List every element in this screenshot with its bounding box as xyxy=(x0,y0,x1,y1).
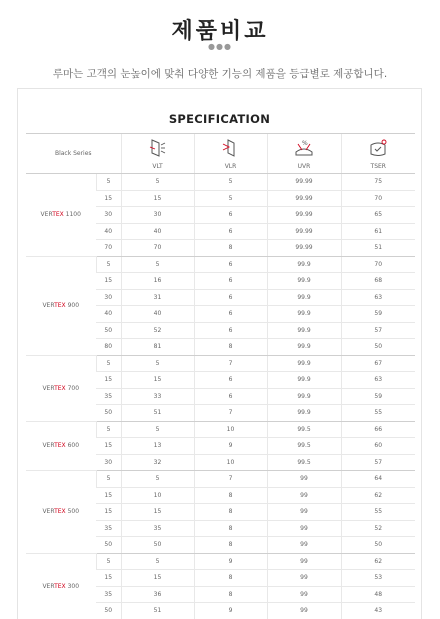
tser-value: 50 xyxy=(341,537,415,554)
col-vlt xyxy=(121,134,194,174)
sub-grade: 50 xyxy=(96,537,121,554)
sub-grade: 15 xyxy=(96,438,121,455)
vlr-value: 6 xyxy=(194,256,267,273)
table-row xyxy=(26,174,415,191)
table-row xyxy=(26,355,415,372)
uvr-value: 99.9 xyxy=(267,405,341,422)
uvr-value: 99 xyxy=(267,520,341,537)
tser-value: 67 xyxy=(341,355,415,372)
uvr-value: 99 xyxy=(267,504,341,521)
vlt-value: 10 xyxy=(121,487,194,504)
vlt-value: 5 xyxy=(121,355,194,372)
table-row xyxy=(26,256,415,273)
tser-value: 51 xyxy=(341,240,415,257)
col-tser-label: TSER xyxy=(370,163,386,170)
series-name-prefix: VER xyxy=(42,442,55,450)
vlt-value: 51 xyxy=(121,405,194,422)
vlt-value: 13 xyxy=(121,438,194,455)
tser-value: 60 xyxy=(341,438,415,455)
uvr-value: 99.9 xyxy=(267,322,341,339)
table-row xyxy=(26,553,415,570)
uvr-value: 99.5 xyxy=(267,421,341,438)
sub-grade: 40 xyxy=(96,223,121,240)
vlt-value: 35 xyxy=(121,520,194,537)
uvr-value: 99.99 xyxy=(267,240,341,257)
sub-grade: 70 xyxy=(96,240,121,257)
table-row xyxy=(26,471,415,488)
series-name-accent: TEX xyxy=(54,508,66,516)
vlr-value: 6 xyxy=(194,372,267,389)
vlr-value: 6 xyxy=(194,322,267,339)
series-name-prefix: VER xyxy=(42,508,55,516)
uvr-value: 99 xyxy=(267,471,341,488)
tser-value: 63 xyxy=(341,289,415,306)
vlt-value: 5 xyxy=(121,553,194,570)
sub-grade: 30 xyxy=(96,207,121,224)
col-vlt-label: VLT xyxy=(152,163,163,170)
series-name-prefix: VER xyxy=(42,302,55,309)
table-row xyxy=(26,421,415,438)
sub-grade: 35 xyxy=(96,586,121,603)
series-name-num: 300 xyxy=(65,582,80,590)
sub-grade: 15 xyxy=(96,190,121,207)
vlt-value: 51 xyxy=(121,603,194,619)
uvr-value: 99.5 xyxy=(267,454,341,471)
tser-value: 59 xyxy=(341,306,415,323)
series-name xyxy=(26,553,96,619)
spec-panel xyxy=(17,88,422,619)
title-dots: ●●● xyxy=(208,42,232,51)
spec-heading: SPECIFICATION xyxy=(168,112,271,126)
uvr-value: 99.9 xyxy=(267,306,341,323)
vlr-value: 6 xyxy=(194,306,267,323)
tser-value: 68 xyxy=(341,273,415,290)
uvr-value: 99.9 xyxy=(267,256,341,273)
tser-value: 65 xyxy=(341,207,415,224)
vlr-value: 8 xyxy=(194,487,267,504)
tser-value: 53 xyxy=(341,570,415,587)
sub-grade: 15 xyxy=(96,487,121,504)
series-name-prefix: VER xyxy=(42,582,55,590)
series-name xyxy=(26,421,96,471)
page-title: 제품비교 xyxy=(171,19,269,44)
sub-grade: 35 xyxy=(96,388,121,405)
tser-value: 64 xyxy=(341,471,415,488)
uvr-value: 99 xyxy=(267,570,341,587)
vlt-value: 5 xyxy=(121,174,194,191)
series-name-accent: TEX xyxy=(52,211,64,219)
tser-value: 57 xyxy=(341,322,415,339)
vlr-value: 6 xyxy=(194,207,267,224)
sub-grade: 40 xyxy=(96,306,121,323)
col-uvr xyxy=(267,134,341,174)
vlt-value: 33 xyxy=(121,388,194,405)
vlt-value: 81 xyxy=(121,339,194,356)
uvr-value: 99.9 xyxy=(267,388,341,405)
vlr-value: 7 xyxy=(194,355,267,372)
vlr-value: 6 xyxy=(194,223,267,240)
vlt-value: 50 xyxy=(121,537,194,554)
vlr-value: 6 xyxy=(194,388,267,405)
vlt-value: 15 xyxy=(121,372,194,389)
vlr-value: 5 xyxy=(194,190,267,207)
tser-value: 57 xyxy=(341,454,415,471)
series-name-prefix: VER xyxy=(42,384,55,392)
vlr-value: 10 xyxy=(194,454,267,471)
uvr-value: 99.9 xyxy=(267,339,341,356)
vlr-value: 7 xyxy=(194,471,267,488)
col-tser xyxy=(341,134,415,174)
tser-value: 70 xyxy=(341,256,415,273)
tser-value: 55 xyxy=(341,504,415,521)
uvr-value: 99 xyxy=(267,537,341,554)
uvr-value: 99.9 xyxy=(267,273,341,290)
vlt-value: 30 xyxy=(121,207,194,224)
col-vlr xyxy=(194,134,267,174)
series-name-num: 900 xyxy=(65,302,80,309)
series-name-num: 700 xyxy=(65,384,80,392)
series-name-accent: TEX xyxy=(54,384,66,392)
vlt-value: 15 xyxy=(121,504,194,521)
sub-grade: 30 xyxy=(96,454,121,471)
tser-value: 62 xyxy=(341,553,415,570)
sub-grade: 5 xyxy=(96,174,121,191)
vlr-value: 6 xyxy=(194,289,267,306)
sub-grade: 50 xyxy=(96,405,121,422)
series-header: Black Series xyxy=(26,134,121,174)
sub-grade: 15 xyxy=(96,570,121,587)
series-name xyxy=(26,174,96,257)
vlr-value: 6 xyxy=(194,273,267,290)
vlt-value: 5 xyxy=(121,256,194,273)
series-name-num: 600 xyxy=(65,442,80,450)
vlt-value: 36 xyxy=(121,586,194,603)
vlt-value: 15 xyxy=(121,190,194,207)
uvr-value: 99 xyxy=(267,553,341,570)
sub-grade: 50 xyxy=(96,603,121,619)
sub-grade: 5 xyxy=(96,471,121,488)
vlt-value: 16 xyxy=(121,273,194,290)
sub-grade: 80 xyxy=(96,339,121,356)
col-uvr-label: UVR xyxy=(297,163,311,170)
tser-value: 66 xyxy=(341,421,415,438)
uvr-value: 99.99 xyxy=(267,174,341,191)
uvr-value: 99 xyxy=(267,586,341,603)
sub-grade: 15 xyxy=(96,504,121,521)
vlr-value: 8 xyxy=(194,504,267,521)
series-name-accent: TEX xyxy=(54,302,66,309)
vlr-value: 8 xyxy=(194,537,267,554)
uvr-value: 99.99 xyxy=(267,190,341,207)
sub-grade: 35 xyxy=(96,520,121,537)
vlr-value: 8 xyxy=(194,570,267,587)
vlr-value: 8 xyxy=(194,520,267,537)
tser-value: 52 xyxy=(341,520,415,537)
tser-value: 50 xyxy=(341,339,415,356)
tser-value: 75 xyxy=(341,174,415,191)
tser-value: 61 xyxy=(341,223,415,240)
tser-value: 63 xyxy=(341,372,415,389)
vlt-value: 5 xyxy=(121,471,194,488)
uvr-value: 99 xyxy=(267,603,341,619)
sub-grade: 15 xyxy=(96,273,121,290)
tser-value: 62 xyxy=(341,487,415,504)
series-name-accent: TEX xyxy=(54,582,66,590)
col-vlr-label: VLR xyxy=(224,163,237,170)
uvr-value: 99.9 xyxy=(267,372,341,389)
series-name-prefix: VER xyxy=(40,211,53,219)
series-name xyxy=(26,355,96,421)
vlt-value: 52 xyxy=(121,322,194,339)
uvr-value: 99.99 xyxy=(267,223,341,240)
vlr-value: 8 xyxy=(194,586,267,603)
uvr-value: 99.9 xyxy=(267,355,341,372)
sub-grade: 15 xyxy=(96,372,121,389)
vlt-value: 31 xyxy=(121,289,194,306)
series-name-num: 500 xyxy=(65,508,80,516)
page-subtitle: 루마는 고객의 눈높이에 맞춰 다양한 기능의 제품을 등급별로 제공합니다. xyxy=(52,68,388,80)
tser-value: 70 xyxy=(341,190,415,207)
uvr-value: 99.99 xyxy=(267,207,341,224)
vlr-value: 8 xyxy=(194,339,267,356)
tser-value: 55 xyxy=(341,405,415,422)
sub-grade: 50 xyxy=(96,322,121,339)
sub-grade: 5 xyxy=(96,355,121,372)
window-light-icon xyxy=(149,138,167,158)
vlr-value: 7 xyxy=(194,405,267,422)
vlt-value: 5 xyxy=(121,421,194,438)
spec-header-row xyxy=(26,134,415,174)
vlr-value: 8 xyxy=(194,240,267,257)
solar-energy-icon xyxy=(368,138,388,158)
sub-grade: 5 xyxy=(96,421,121,438)
vlt-value: 15 xyxy=(121,570,194,587)
vlt-value: 32 xyxy=(121,454,194,471)
sub-grade: 5 xyxy=(96,256,121,273)
tser-value: 43 xyxy=(341,603,415,619)
vlr-value: 9 xyxy=(194,553,267,570)
tser-value: 48 xyxy=(341,586,415,603)
vlr-value: 9 xyxy=(194,603,267,619)
uv-percent-icon xyxy=(294,138,314,158)
sub-grade: 30 xyxy=(96,289,121,306)
spec-body xyxy=(26,174,415,619)
window-reflect-icon xyxy=(222,138,240,158)
svg-text:%: % xyxy=(302,140,308,147)
uvr-value: 99.5 xyxy=(267,438,341,455)
uvr-value: 99 xyxy=(267,487,341,504)
series-name xyxy=(26,256,96,355)
vlr-value: 10 xyxy=(194,421,267,438)
uvr-value: 99.9 xyxy=(267,289,341,306)
sub-grade: 5 xyxy=(96,553,121,570)
series-name xyxy=(26,471,96,554)
vlt-value: 40 xyxy=(121,223,194,240)
vlr-value: 5 xyxy=(194,174,267,191)
tser-value: 59 xyxy=(341,388,415,405)
spec-table xyxy=(26,133,415,619)
series-name-accent: TEX xyxy=(54,442,66,450)
series-name-num: 1100 xyxy=(63,211,81,219)
vlt-value: 70 xyxy=(121,240,194,257)
vlt-value: 40 xyxy=(121,306,194,323)
vlr-value: 9 xyxy=(194,438,267,455)
